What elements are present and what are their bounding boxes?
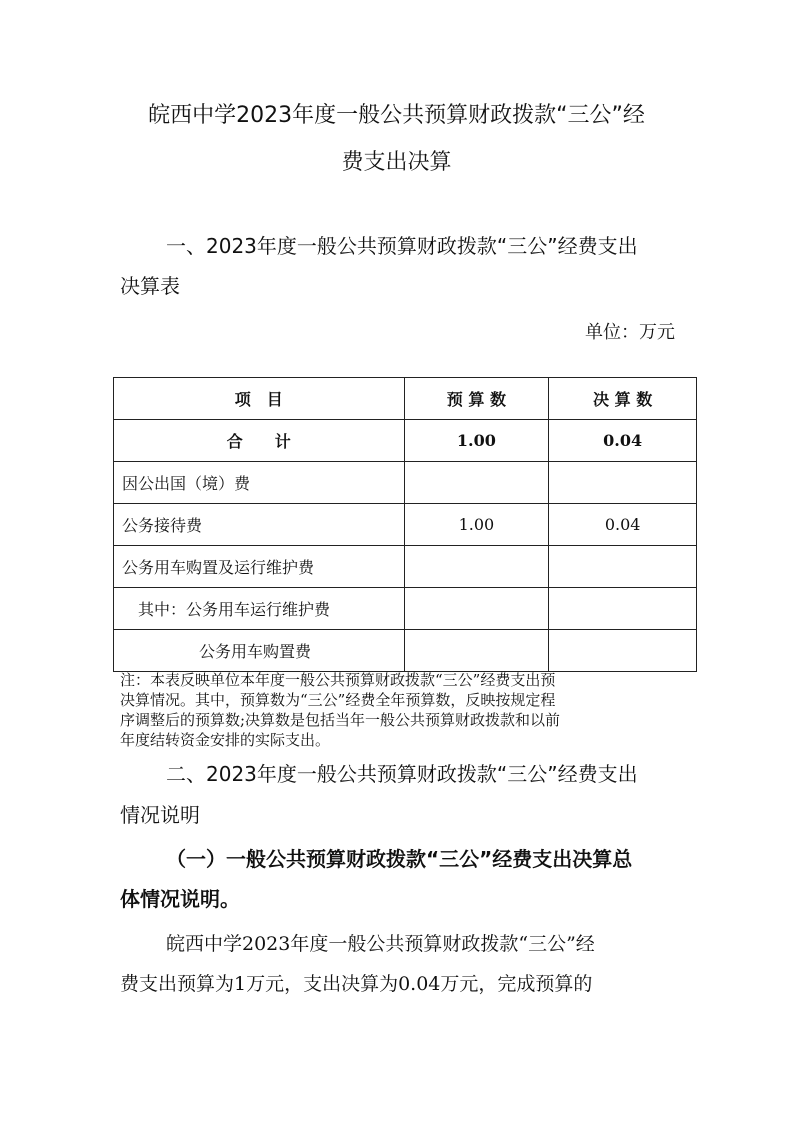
row-label: 公务用车购置费 — [114, 630, 405, 672]
table-row — [114, 546, 697, 588]
row-label: 公务接待费 — [114, 504, 405, 546]
row-actual — [549, 588, 697, 630]
unit-label: 单位：万元 — [585, 322, 675, 343]
document-title-line-2: 费支出决算 — [341, 150, 452, 175]
row-budget — [404, 588, 549, 630]
paragraph-line-2: 费支出预算为1万元，支出决算为0.04万元，完成预算的 — [120, 973, 593, 995]
table-row — [114, 504, 697, 546]
section-1-heading-line-1: 一、2023年度一般公共预算财政拨款“三公”经费支出 — [166, 234, 638, 258]
header-item: 项 目 — [114, 378, 405, 420]
row-label: 合 计 — [114, 420, 405, 462]
row-budget: 1.00 — [404, 420, 549, 462]
note-line: 决算情况。其中，预算数为“三公”经费全年预算数，反映按规定程 — [120, 691, 556, 709]
row-budget — [404, 462, 549, 504]
row-actual — [549, 630, 697, 672]
table-row — [114, 588, 697, 630]
table-row — [114, 630, 697, 672]
row-label: 因公出国（境）费 — [114, 462, 405, 504]
row-budget — [404, 546, 549, 588]
row-budget — [404, 630, 549, 672]
row-actual: 0.04 — [549, 420, 697, 462]
row-actual — [549, 462, 697, 504]
section-1-heading-line-2: 决算表 — [120, 274, 180, 298]
row-label: 公务用车购置及运行维护费 — [114, 546, 405, 588]
row-actual: 0.04 — [549, 504, 697, 546]
section-2-heading-line-1: 二、2023年度一般公共预算财政拨款“三公”经费支出 — [166, 762, 638, 786]
paragraph-line-1: 皖西中学2023年度一般公共预算财政拨款“三公”经 — [166, 933, 595, 955]
row-budget: 1.00 — [404, 504, 549, 546]
table-row-total — [114, 420, 697, 462]
three-public-expenses-table — [113, 377, 697, 672]
note-line: 注：本表反映单位本年度一般公共预算财政拨款“三公”经费支出预 — [120, 671, 556, 689]
table-header-row — [114, 378, 697, 420]
subsection-1-heading-line-2: 体情况说明。 — [120, 887, 240, 911]
header-budget: 预 算 数 — [404, 378, 549, 420]
section-2-heading-line-2: 情况说明 — [120, 803, 200, 827]
table-note — [120, 670, 680, 750]
note-line: 序调整后的预算数;决算数是包括当年一般公共预算财政拨款和以前 — [120, 711, 561, 729]
document-title-line-1: 皖西中学2023年度一般公共预算财政拨款“三公”经 — [148, 103, 645, 128]
subsection-1-heading-line-1: （一）一般公共预算财政拨款“三公”经费支出决算总 — [166, 847, 633, 871]
note-line: 年度结转资金安排的实际支出。 — [120, 731, 331, 749]
row-label: 其中：公务用车运行维护费 — [114, 588, 405, 630]
header-actual: 决 算 数 — [549, 378, 697, 420]
table-row — [114, 462, 697, 504]
row-actual — [549, 546, 697, 588]
